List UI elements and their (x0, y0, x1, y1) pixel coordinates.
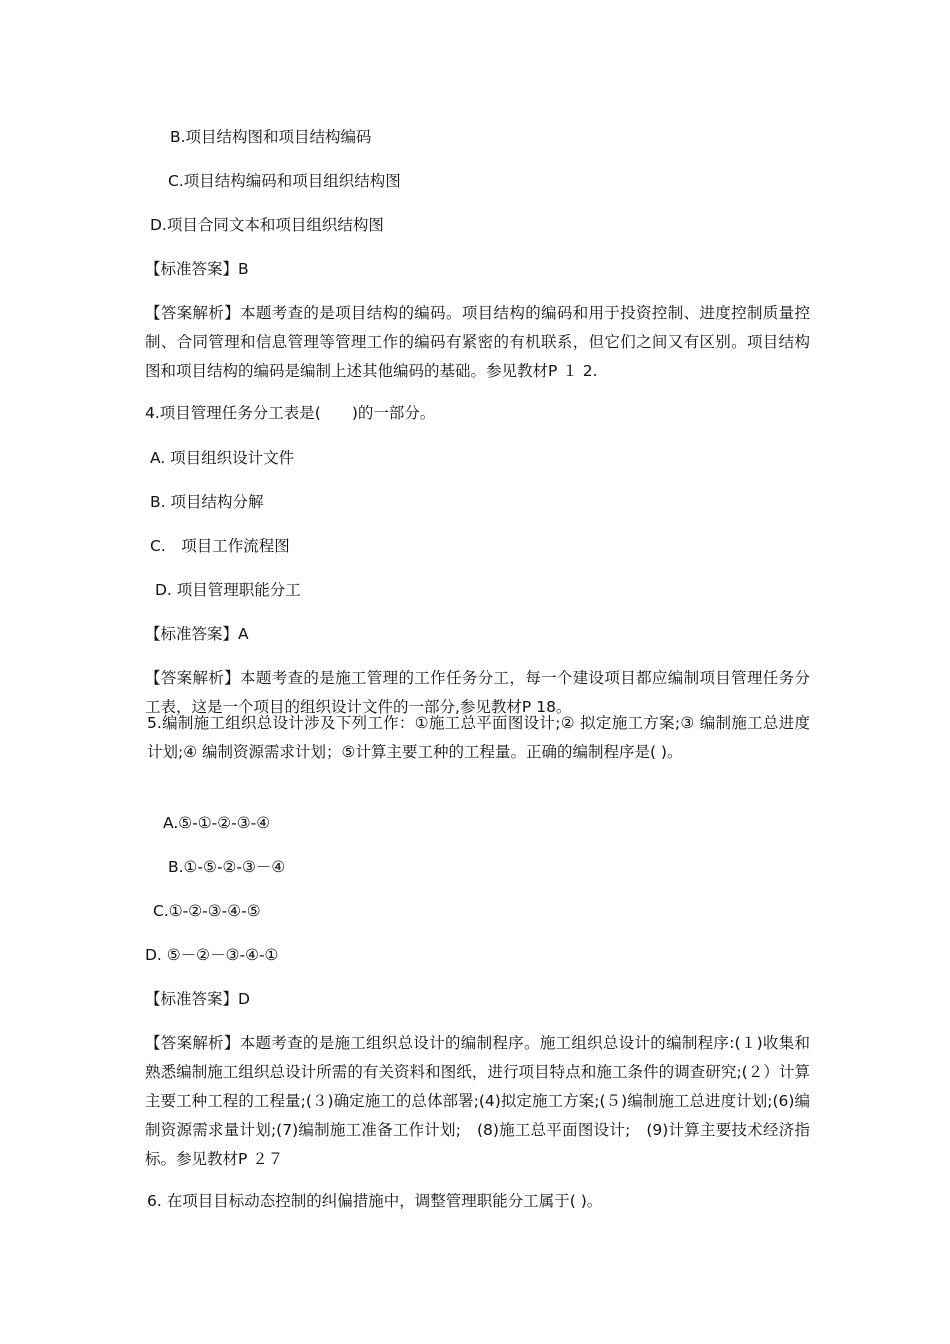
q3-analysis: 【答案解析】本题考查的是项目结构的编码。项目结构的编码和用于投资控制、进度控制质量控制、合同管理和信息管理等管理工作的编码有紧密的有机联系，但它们之间又有区别。项目结构图和项目结构的编码是编制上述其他编码的基础。参见教材P １ 2. (145, 304, 810, 380)
q5-option-c: C.①-②-③-④-⑤ (153, 902, 261, 920)
q3-option-d: D.项目合同文本和项目组织结构图 (150, 216, 384, 234)
q5-option-d: D. ⑤－②－③-④-① (145, 946, 279, 964)
q4-option-d: D. 项目管理职能分工 (155, 581, 301, 599)
q4-option-b: B. 项目结构分解 (150, 493, 264, 511)
q4-option-c: C. 项目工作流程图 (150, 537, 290, 555)
q4-question: 4.项目管理任务分工表是( )的一部分。 (145, 404, 436, 422)
q5-answer: 【标准答案】D (145, 990, 250, 1008)
q3-option-c: C.项目结构编码和项目组织结构图 (168, 172, 401, 190)
q3-answer: 【标准答案】B (145, 260, 249, 278)
q4-option-a: A. 项目组织设计文件 (150, 449, 295, 467)
q6-question: 6. 在项目目标动态控制的纠偏措施中，调整管理职能分工属于( )。 (147, 1192, 603, 1210)
q5-analysis: 【答案解析】本题考查的是施工组织总设计的编制程序。施工组织总设计的编制程序:(１)收集和熟悉编制施工组织总设计所需的有关资料和图纸，进行项目特点和施工条件的调查研究;(２）计算主要工种工程的工程量;(３)确定施工的总体部署;(4)拟定施工方案;(５)编制施工总进度计划;(6)编制资源需求量计划;(7)编制施工准备工作计划; (8)施工总平面图设计; (9)计算主要技术经济指标。参见教材P ２７ (145, 1034, 810, 1168)
q4-analysis: 【答案解析】本题考查的是施工管理的工作任务分工，每一个建设项目都应编制项目管理任务分工表，这是一个项目的组织设计文件的一部分,参见教材P 18。 (145, 669, 810, 716)
q5-question: 5.编制施工组织总设计涉及下列工作：①施工总平面图设计;② 拟定施工方案;③ 编制施工总进度计划;④ 编制资源需求计划；⑤计算主要工种的工程量。正确的编制程序是( )。 (147, 714, 810, 761)
q4-answer: 【标准答案】A (145, 625, 249, 643)
q3-option-b: B.项目结构图和项目结构编码 (170, 128, 372, 146)
q5-option-a: A.⑤-①-②-③-④ (163, 814, 271, 832)
q5-option-b: B.①-⑤-②-③－④ (168, 858, 286, 876)
